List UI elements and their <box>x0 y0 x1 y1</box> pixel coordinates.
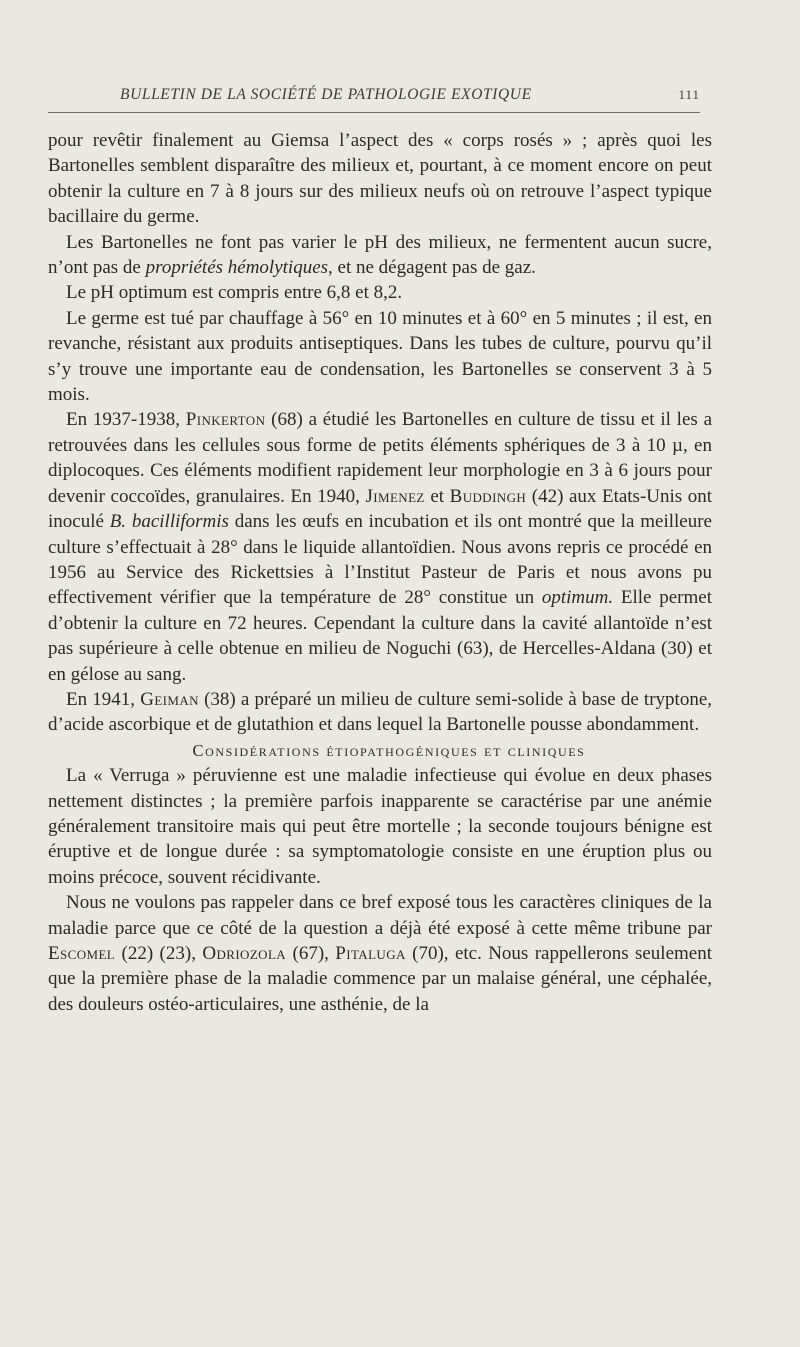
paragraph-5-text-e: dans les œufs en incubation et ils ont montré que la meilleure culture s’effectuait à 28° dans le liquide allantoïdien. Nous avons repris ce procédé en 1956 au Service des Rickettsies à l’Institut Pasteur de Paris et nous avons pu effectivement vérifier que la température de 28° constitue un <box>48 511 712 609</box>
paragraph-6-text-b: (38) a préparé un milieu de culture semi-solide à base de tryptone, d’acide ascorbique et de glutathion et dans lequel la Bartonelle pousse abondamment. <box>48 688 712 736</box>
paragraph-8-text-b: (22) (23), <box>115 943 203 964</box>
paragraph-1: pour revêtir finalement au Giemsa l’aspect des « corps rosés » ; après quoi les Bartonelles semblent disparaître des milieux et, pourtant, à ce moment encore on peut obtenir la culture en 7 à 8 jours sur des milieux neufs où on retrouve l’aspect typique bacillaire du germe. <box>48 130 712 228</box>
paragraph-8-text-c: (67), <box>286 943 336 964</box>
paragraph-8 <box>48 890 712 1017</box>
paragraph-7: La « Verruga » péruvienne est une maladie infectieuse qui évolue en deux phases nettement distinctes ; la première parfois inapparente se caractérise par une anémie généralement transitoire mais qui peut être mortelle ; la seconde toujours bénigne est éruptive et de longue durée : sa symptomatologie consiste en une éruption plus ou moins précoce, souvent récidivante. <box>48 765 712 888</box>
author-pinkerton: Pinkerton <box>185 409 266 431</box>
paragraph-8-text-a: Nous ne voulons pas rappeler dans ce bref exposé tous les caractères cliniques de la maladie parce que ce côté de la question a déjà été exposé à cette même tribune par <box>48 892 712 939</box>
paragraph-5-text-a: En 1937-1938, <box>66 409 186 431</box>
author-escomel: Escomel <box>48 943 116 964</box>
paragraph-6 <box>48 687 712 738</box>
paragraph-5 <box>48 407 712 686</box>
emphasis-hemolytic: propriétés hémolytiques <box>145 257 329 279</box>
emphasis-optimum: optimum. <box>541 587 614 609</box>
author-pitaluga: Pitaluga <box>335 943 406 964</box>
paragraph-4: Le germe est tué par chauffage à 56° en 10 minutes et à 60° en 5 minutes ; il est, en revanche, résistant aux produits antiseptiques. Dans les tubes de culture, pourvu qu’il s’y trouve une importante eau de condensation, les Bartonelles se conservent 3 à 5 mois. <box>48 307 712 406</box>
paragraph-5-text-c: et <box>424 485 450 507</box>
author-odriozola: Odriozola <box>202 943 287 964</box>
paragraph-6-text-a: En 1941, <box>66 688 141 710</box>
article-body <box>48 128 712 1017</box>
author-jimenez: Jimenez <box>365 485 425 507</box>
paragraph-3: Le pH optimum est compris entre 6,8 et 8,2. <box>66 282 403 304</box>
paragraph-8-text-d: (70), etc. Nous rappellerons seulement que la première phase de la maladie commence par un malaise général, une céphalée, des douleurs ostéo-articulaires, une asthénie, de la <box>48 943 713 1015</box>
author-geiman: Geiman <box>140 688 199 710</box>
page-number: 111 <box>678 87 700 102</box>
running-title: BULLETIN DE LA SOCIÉTÉ DE PATHOLOGIE EXOTIQUE <box>120 86 532 103</box>
paragraph-2 <box>48 230 712 281</box>
running-header <box>48 86 700 113</box>
section-heading: Considérations étiopathogéniques et cliniques <box>192 740 586 760</box>
paragraph-5-text-f: Elle permet d’obtenir la culture en 72 heures. Cependant la culture dans la cavité allantoïde n’est pas supérieure à celle obtenue en milieu de Noguchi (63), de Hercelles-Aldana (30) et en gélose au sang. <box>48 587 712 685</box>
paragraph-2-text: Les Bartonelles ne font pas varier le pH des milieux, ne fermentent aucun sucre, n’ont pas de <box>48 231 712 279</box>
author-buddingh: Buddingh <box>449 485 527 507</box>
paragraph-5-text-b: (68) a étudié les Bartonelles en culture de tissu et il les a retrouvées dans les cellules sous forme de petits éléments sphériques de 3 à 10 µ, en diplocoques. Ces éléments modifient rapidement leur morphologie en 3 à 6 jours pour devenir coccoïdes, granulaires. En 1940, <box>48 409 713 507</box>
paragraph-2-text-end: , et ne dégagent pas de gaz. <box>328 257 536 279</box>
species-name: B. bacilliformis <box>109 511 229 533</box>
paragraph-5-text-d: (42) aux Etats-Unis ont inoculé <box>48 485 713 533</box>
